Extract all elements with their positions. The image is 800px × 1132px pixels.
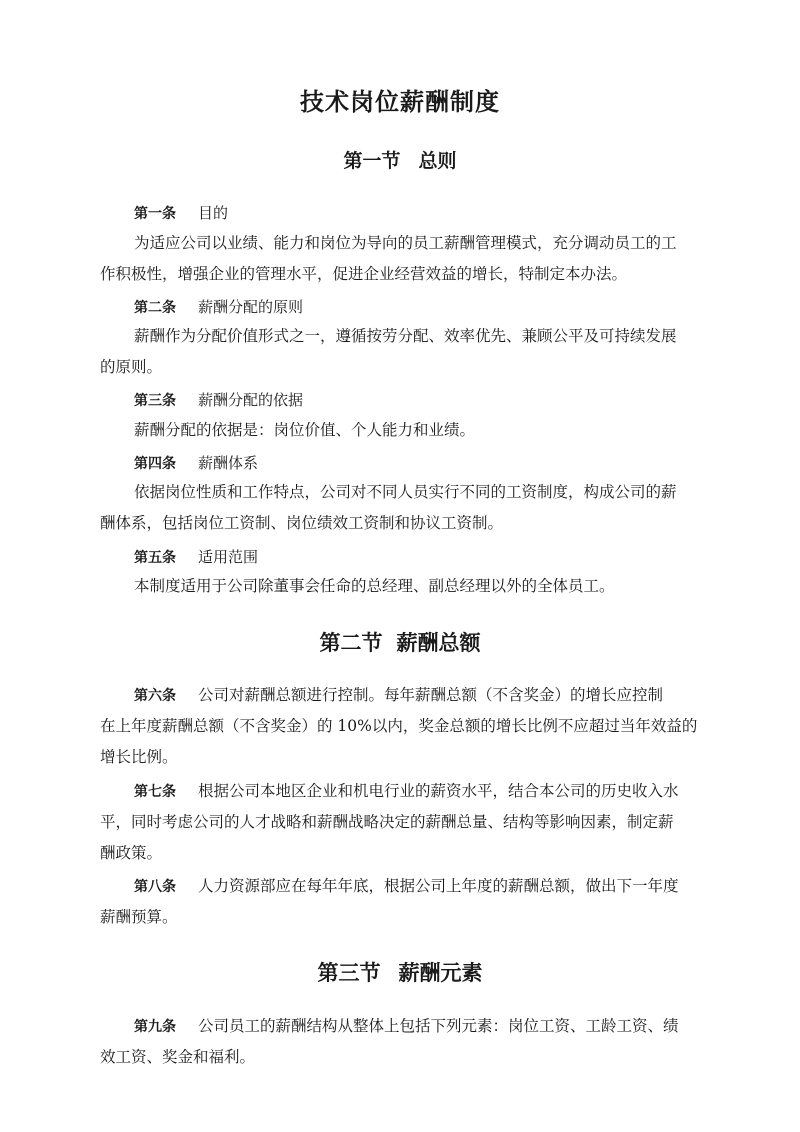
article-9-line-2: 效工资、奖金和福利。 xyxy=(100,1048,256,1066)
article-number: 第四条 xyxy=(134,456,176,472)
article-text: 公司对薪酬总额进行控制。每年薪酬总额（不含奖金）的增长应控制 xyxy=(198,686,664,704)
article-number: 第五条 xyxy=(134,550,176,566)
article-9-line-1 xyxy=(134,1016,679,1037)
article-6-line-1 xyxy=(134,685,663,706)
article-number: 第一条 xyxy=(134,206,176,222)
section-name: 薪酬总额 xyxy=(396,630,481,655)
article-heading-3 xyxy=(134,389,303,410)
section-name: 总则 xyxy=(418,150,457,172)
article-title: 薪酬分配的依据 xyxy=(198,391,304,409)
section-number: 第一节 xyxy=(343,150,401,172)
article-text: 人力资源部应在每年年底，根据公司上年度的薪酬总额，做出下一年度 xyxy=(198,877,679,895)
article-3-line-1: 薪酬分配的依据是：岗位价值、个人能力和业绩。 xyxy=(134,421,476,439)
section-title-3 xyxy=(0,957,800,987)
article-heading-4 xyxy=(134,452,258,473)
article-text: 根据公司本地区企业和机电行业的薪资水平，结合本公司的历史收入水 xyxy=(198,782,679,800)
article-7-line-2: 平，同时考虑公司的人才战略和薪酬战略决定的薪酬总量、结构等影响因素，制定薪 xyxy=(100,813,674,831)
article-2-line-1: 薪酬作为分配价值形式之一，遵循按劳分配、效率优先、兼顾公平及可持续发展 xyxy=(134,327,677,345)
article-number: 第三条 xyxy=(134,393,176,409)
article-title: 适用范围 xyxy=(198,548,259,566)
article-title: 薪酬分配的原则 xyxy=(198,298,304,316)
article-number: 第九条 xyxy=(134,1019,176,1035)
article-4-line-1: 依据岗位性质和工作特点，公司对不同人员实行不同的工资制度，构成公司的薪 xyxy=(134,483,677,501)
article-6-line-3: 增长比例。 xyxy=(100,748,178,766)
article-number: 第八条 xyxy=(134,879,176,895)
article-heading-2 xyxy=(134,296,303,317)
article-6-line-2: 在上年度薪酬总额（不含奖金）的 10%以内，奖金总额的增长比例不应超过当年效益的 xyxy=(100,717,698,735)
article-heading-5 xyxy=(134,546,258,567)
article-title: 薪酬体系 xyxy=(198,454,259,472)
section-title-1 xyxy=(0,146,800,173)
article-1-line-1: 为适应公司以业绩、能力和岗位为导向的员工薪酬管理模式，充分调动员工的工 xyxy=(134,234,677,252)
article-1-line-2: 作积极性，增强企业的管理水平，促进企业经营效益的增长，特制定本办法。 xyxy=(100,265,628,283)
article-title: 目的 xyxy=(198,204,229,222)
section-title-2 xyxy=(0,627,800,657)
article-7-line-1 xyxy=(134,781,679,802)
document-title: 技术岗位薪酬制度 xyxy=(300,87,500,116)
section-number: 第三节 xyxy=(317,960,381,985)
article-number: 第七条 xyxy=(134,784,176,800)
article-2-line-2: 的原则。 xyxy=(100,358,163,376)
section-number: 第二节 xyxy=(319,630,383,655)
article-7-line-3: 酬政策。 xyxy=(100,844,163,862)
article-5-line-1: 本制度适用于公司除董事会任命的总经理、副总经理以外的全体员工。 xyxy=(134,577,615,595)
article-heading-1 xyxy=(134,202,228,223)
article-8-line-1 xyxy=(134,876,679,897)
article-number: 第二条 xyxy=(134,300,176,316)
article-4-line-2: 酬体系，包括岗位工资制、岗位绩效工资制和协议工资制。 xyxy=(100,514,504,532)
section-name: 薪酬元素 xyxy=(398,960,483,985)
article-number: 第六条 xyxy=(134,688,176,704)
article-text: 公司员工的薪酬结构从整体上包括下列元素：岗位工资、工龄工资、绩 xyxy=(198,1017,679,1035)
article-8-line-2: 薪酬预算。 xyxy=(100,908,178,926)
